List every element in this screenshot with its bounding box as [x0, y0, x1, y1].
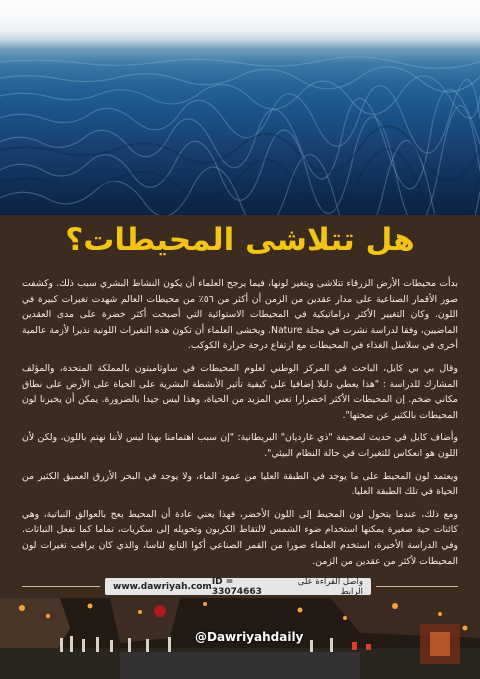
ocean-photo [0, 0, 480, 215]
paragraph-3: وأضاف كايل في حديث لصحيفة "ذي غارديان" البريطانية: "إن سبب اهتمامنا بهذا ليس لأننا نهتم باللون، ولكن لأن اللون هو انعكاس للتغيرات في حالة النظام البيئي". [22, 432, 458, 459]
footer-rule-right [376, 586, 458, 587]
paragraph-1: بدأت محيطات الأرض الزرقاء تتلاشى ويتغير لونها، فيما يرجح العلماء أن يكون النشاط البشري سبب ذلك. وكشفت صور الأقمار الصناعية على مدار عقدين من الزمن أن أكثر من ٥٦٪ من محيطات العالم شهدت تغيرات كبيرة في اللون. وكان التغيير الأكثر دراماتيكية في المحيطات الاستوائية التي أصبحت أكثر خضرة على مدى العقدين الماضيين، وفقا لدراسة نشرت في مجلة Nature. ويخشى العلماء أن تكون هذه التغيرات اللونية نذيرا لأزمة عالمية أخرى في سلاسل الغذاء في المحيطات مع ارتفاع درجة حرارة الكوكب. [22, 278, 458, 352]
article-id: ID = 33074663 [211, 576, 262, 597]
paragraph-2: وقال بي بي كايل، الباحث في المركز الوطني لعلوم المحيطات في ساوثامبتون بالمملكة المتحدة، والمؤلف المشارك للدراسة : "هذا يعطي دليلا إضافيا على كيفية تأثير الأنشطة البشرية على الحياة على الأرض على نطاق مكاني ضخم. إن المحيطات الأكثر اخضرارا تعني المزيد من الحياة، وهذا ليس جيدا بالضرورة. يمكن أن يخبرنا لون المحيطات بالكثير عن صحتها". [22, 362, 458, 421]
social-handle: @Dawriyahdaily [195, 630, 304, 644]
paragraph-5: ومع ذلك، عندما يتحول لون المحيط إلى اللون الأخضر، فهذا يعني عادة أن المحيط يعج بالعوالق النباتية، وهي كائنات حية صغيرة يمكنها استخدام ضوء الشمس لالتقاط الكربون وتحويله إلى سكريات، تماما كما تفعل النباتات. وفي الدراسة الأخيرة، استخدم العلماء صورا من القمر الصناعي أكوا التابع لناسا، والذي كان يراقب تغيرات لون المحيطات لأكثر من عقدين من الزمن. [22, 508, 458, 567]
website-link[interactable]: www.dawriyah.com [113, 581, 212, 592]
read-more-label: واصل القراءة على الرابط [297, 576, 363, 597]
ocean-waves [0, 0, 480, 215]
paragraph-4: ويعتمد لون المحيط على ما يوجد في الطبقة العليا من عمود الماء، ولا يوجد في البحر الأزرق العميق الكثير من الحياة في تلك الطبقة العليا. [22, 470, 458, 498]
article-title: هل تتلاشى المحيطات؟ [65, 222, 415, 258]
read-more-bar[interactable] [105, 578, 371, 595]
article-body [22, 276, 458, 576]
footer-rule-left [22, 586, 100, 587]
